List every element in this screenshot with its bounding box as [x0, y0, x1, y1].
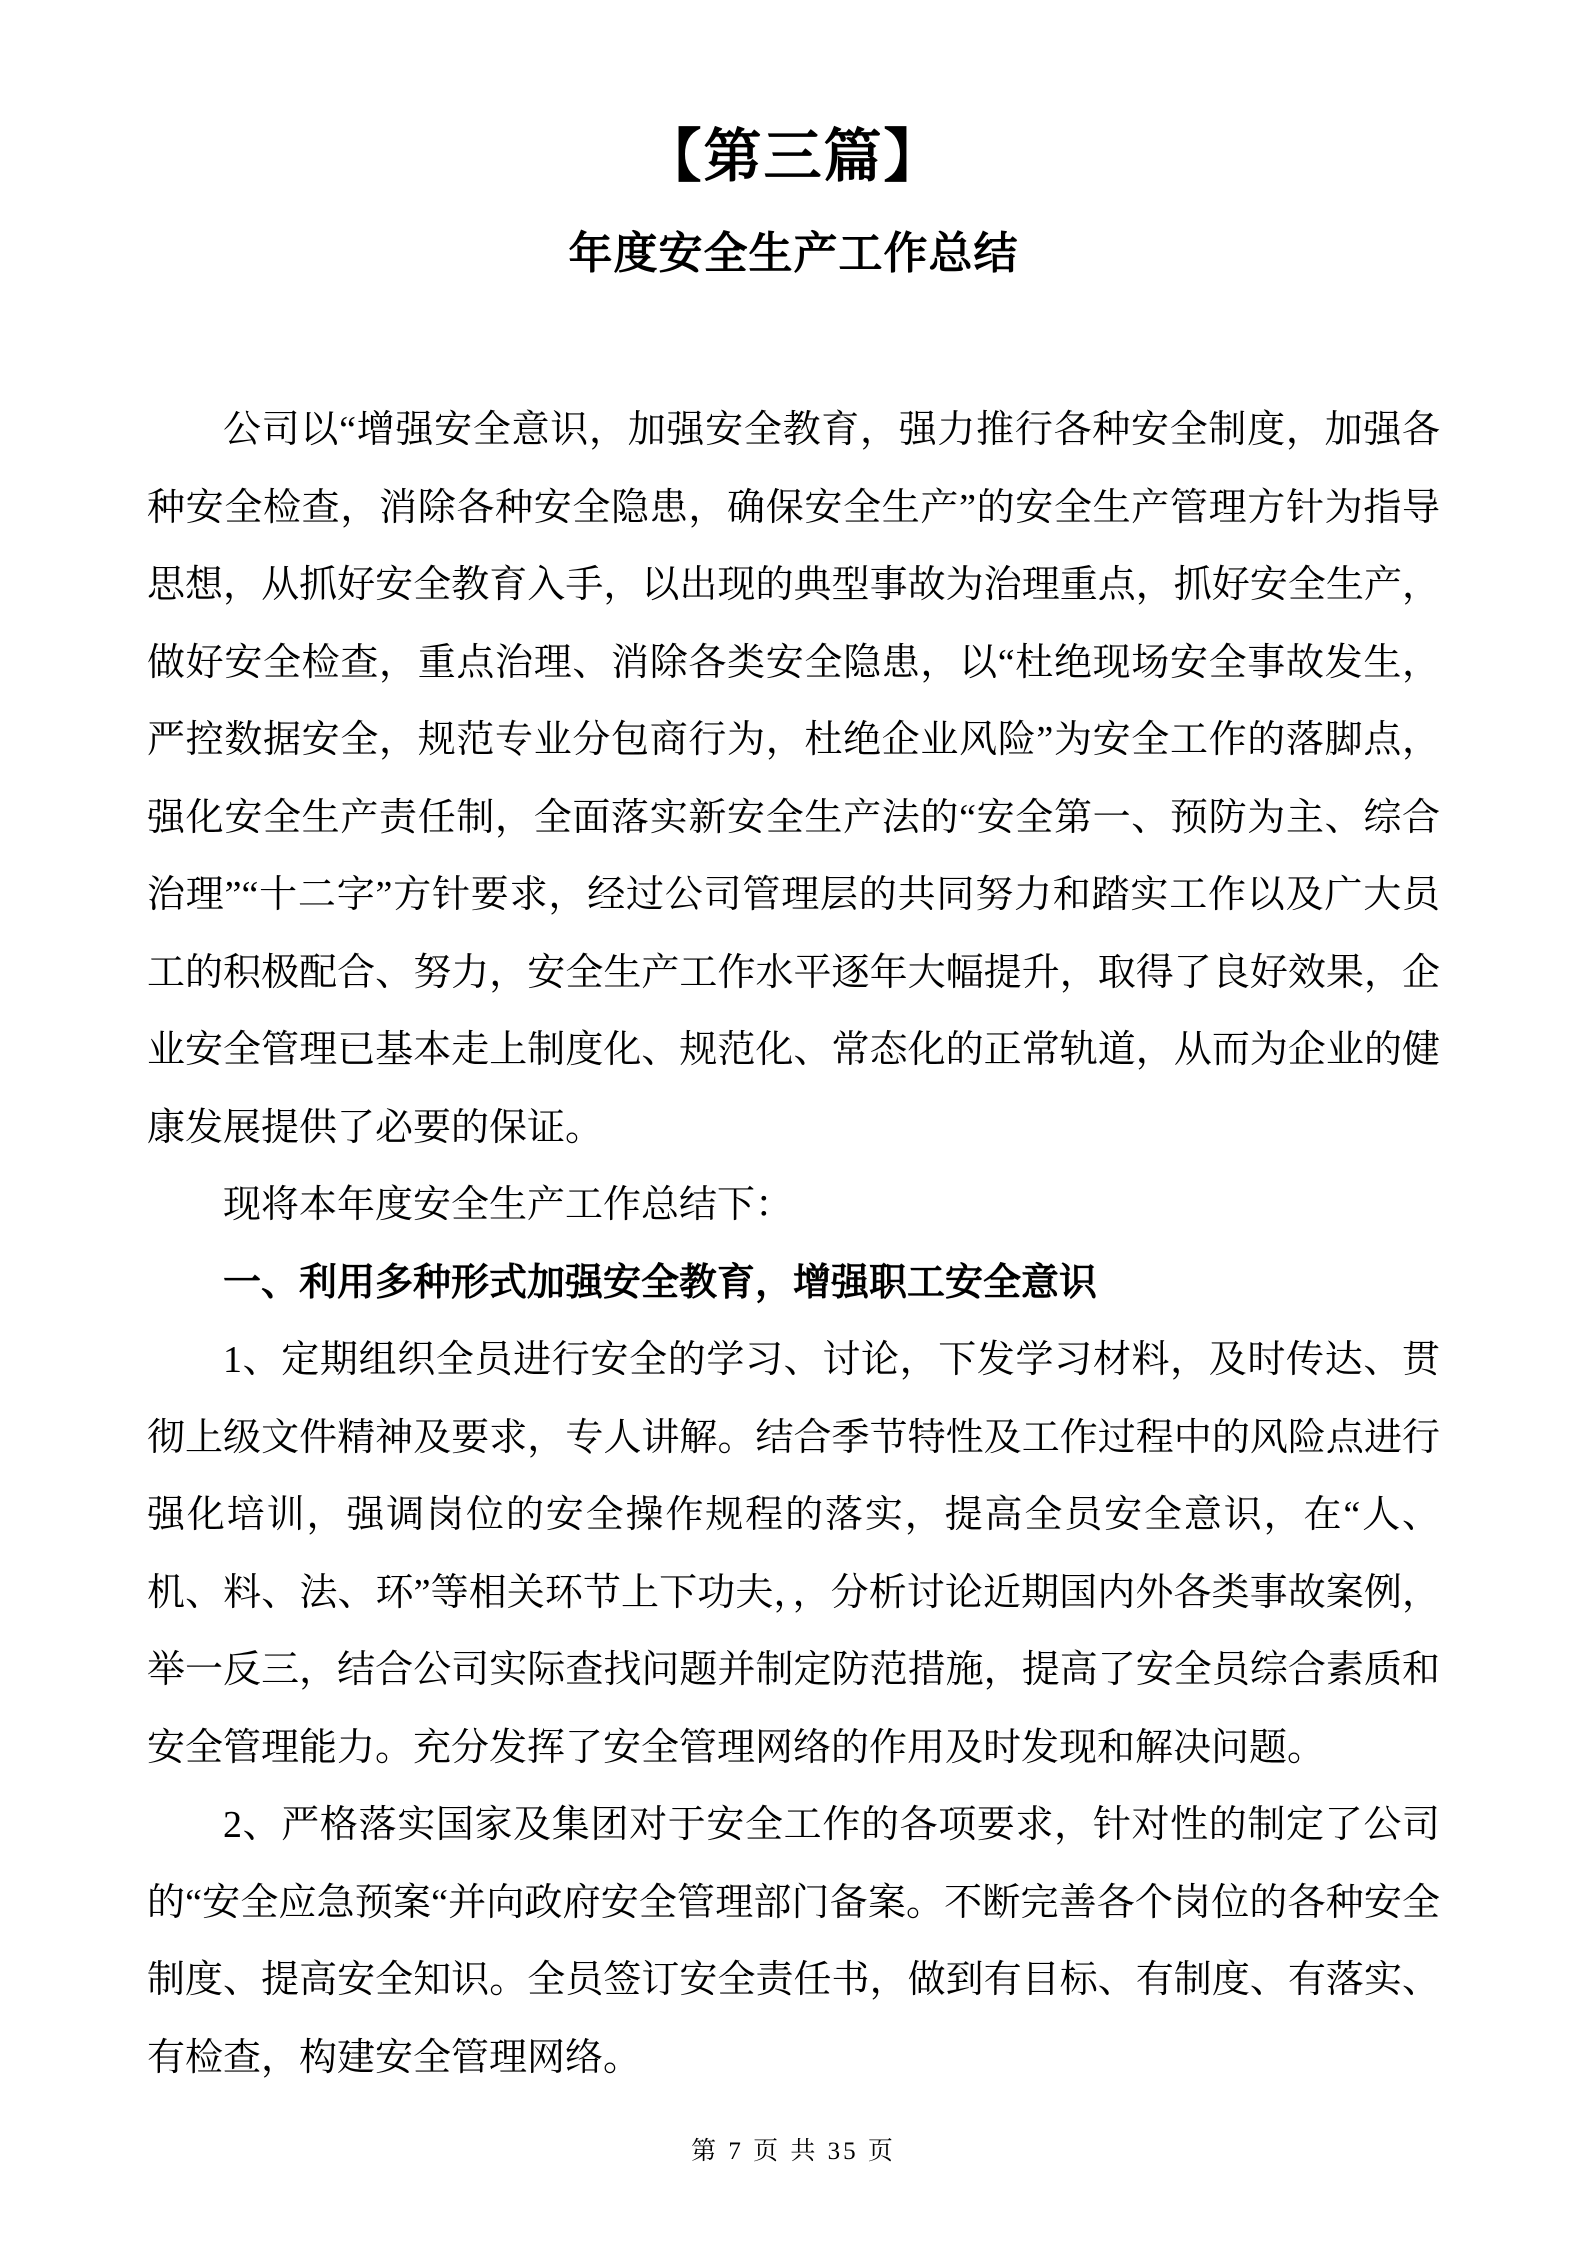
page-footer [0, 2137, 1587, 2167]
paragraph-item-2: 2、严格落实国家及集团对于安全工作的各项要求，针对性的制定了公司的“安全应急预案“并向政府安全管理部门备案。不断完善各个岗位的各种安全制度、提高安全知识。全员签订安全责任书，做到有目标、有制度、有落实、有检查，构建安全管理网络。 [147, 1804, 1440, 2079]
section-heading-one: 一、利用多种形式加强安全教育，增强职工安全意识 [223, 1261, 1098, 1304]
document-body [147, 392, 1440, 2097]
section-title: 【第三篇】 [643, 124, 944, 189]
page-number-label: 第 7 页 共 35 页 [691, 2138, 896, 2165]
paragraph-item-1: 1、定期组织全员进行安全的学习、讨论，下发学习材料，及时传达、贯彻上级文件精神及要求，专人讲解。结合季节特性及工作过程中的风险点进行强化培训，强调岗位的安全操作规程的落实，提高全员安全意识，在“人、机、料、法、环”等相关环节上下功夫，，分析讨论近期国内外各类事故案例，举一反三，结合公司实际查找问题并制定防范措施，提高了安全员综合素质和安全管理能力。充分发挥了安全管理网络的作用及时发现和解决问题。 [147, 1339, 1440, 1769]
paragraph-intro: 公司以“增强安全意识，加强安全教育，强力推行各种安全制度，加强各种安全检查，消除各种安全隐患，确保安全生产”的安全生产管理方针为指导思想，从抓好安全教育入手，以出现的典型事故为治理重点，抓好安全生产，做好安全检查，重点治理、消除各类安全隐患，以“杜绝现场安全事故发生，严控数据安全，规范专业分包商行为，杜绝企业风险”为安全工作的落脚点，强化安全生产责任制，全面落实新安全生产法的“安全第一、预防为主、综合治理”“十二字”方针要求，经过公司管理层的共同努力和踏实工作以及广大员工的积极配合、努力，安全生产工作水平逐年大幅提升，取得了良好效果，企业安全管理已基本走上制度化、规范化、常态化的正常轨道，从而为企业的健康发展提供了必要的保证。 [147, 409, 1440, 1149]
document-title: 年度安全生产工作总结 [568, 228, 1019, 278]
paragraph-lead-in: 现将本年度安全生产工作总结下： [223, 1184, 794, 1227]
